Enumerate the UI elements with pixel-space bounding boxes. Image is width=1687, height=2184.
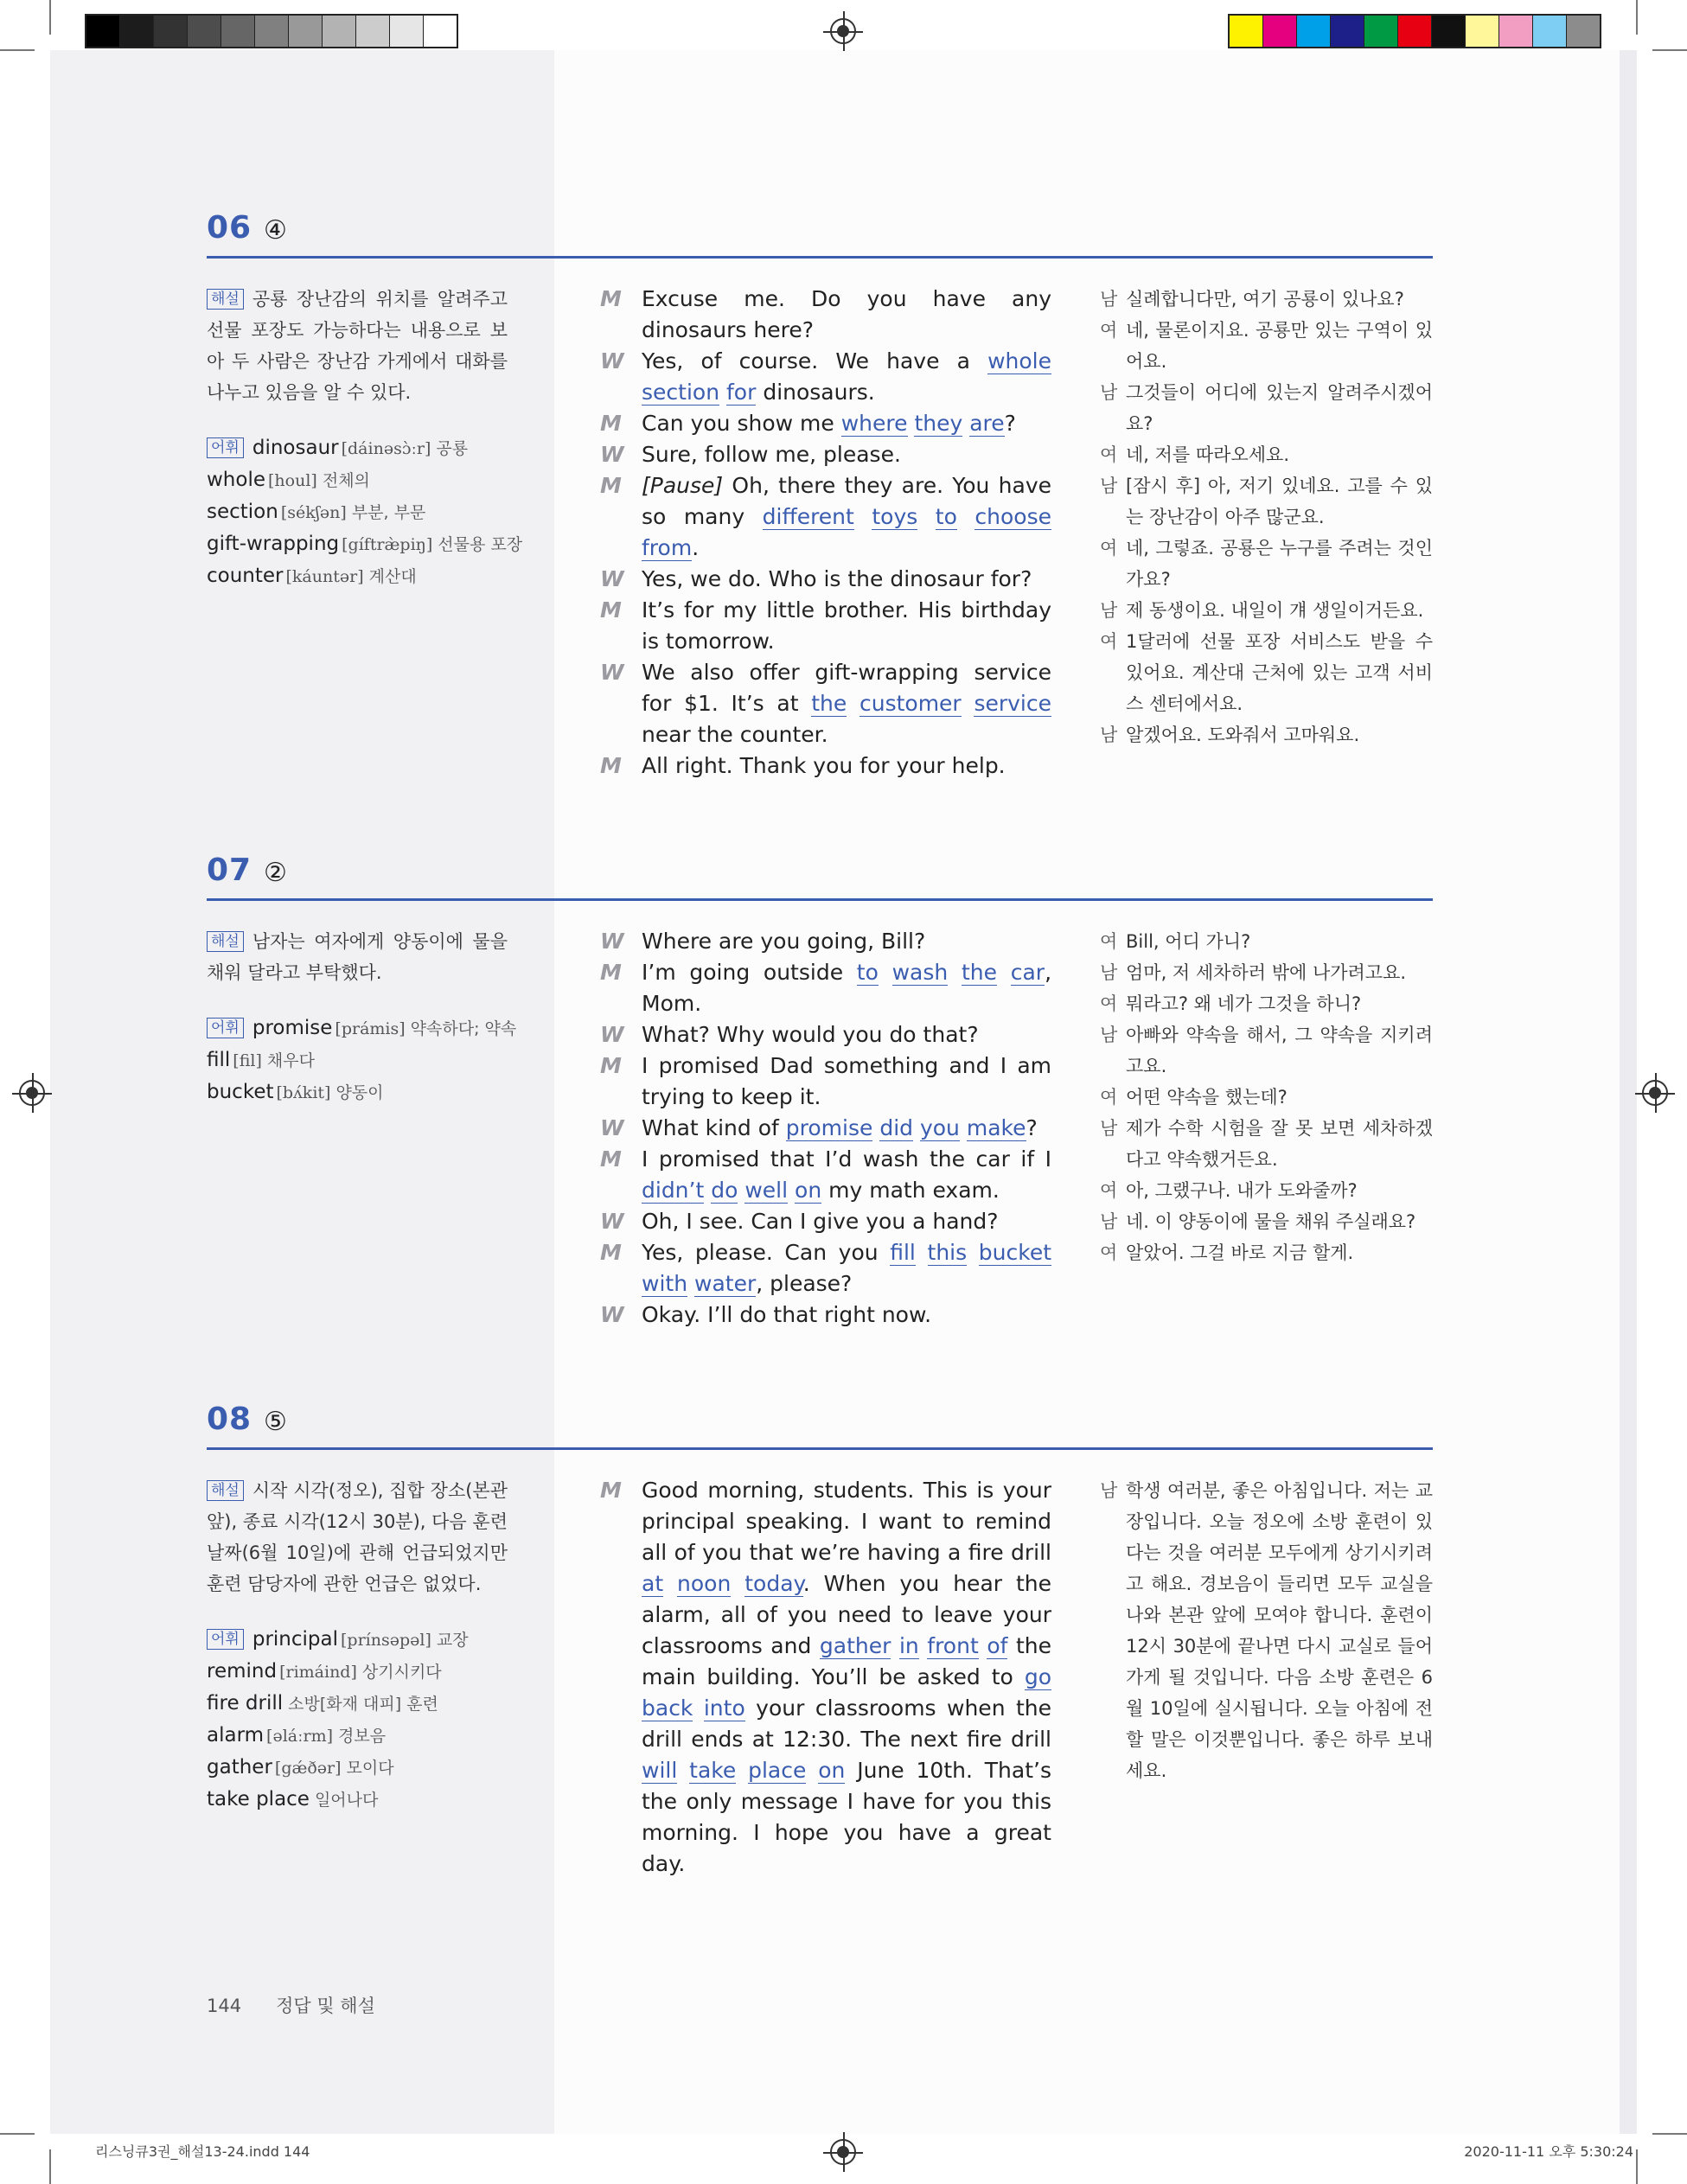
blank-answer: for <box>726 380 757 405</box>
vocab-tag: 어휘 <box>207 437 244 458</box>
translation-line <box>1100 315 1433 377</box>
korean-translation <box>1100 926 1433 1268</box>
translation-text: 네, 저를 따라오세요. <box>1126 444 1289 465</box>
translation-line <box>1100 957 1433 988</box>
explanation-tag: 해설 <box>207 1480 244 1501</box>
blank-answer: in <box>898 1633 919 1658</box>
script-text: Yes, we do. Who is the dinosaur for? <box>642 566 1032 591</box>
blank-answer: wash <box>891 960 949 985</box>
translation-line <box>1100 719 1433 750</box>
translation-text: Bill, 어디 가니? <box>1126 931 1251 952</box>
color-swatch <box>1364 16 1398 47</box>
blank-answer: today <box>744 1571 803 1596</box>
dialogue-script <box>600 926 1051 1331</box>
vocab-meaning: 소방[화재 대피] 훈련 <box>288 1695 438 1714</box>
blank-answer: into <box>703 1695 745 1721</box>
script-line <box>600 750 1051 782</box>
vocab-word: bucket <box>207 1081 274 1103</box>
translation-line <box>1100 1082 1433 1113</box>
vocab-meaning: 교장 <box>436 1631 469 1650</box>
script-line <box>600 1019 1051 1050</box>
blank-answer: are <box>969 411 1005 436</box>
speaker-label: 남 <box>1100 1211 1118 1232</box>
blank-answer: whole <box>987 348 1051 374</box>
explanation-text: 시작 시각(정오), 집합 장소(본관 앞), 종료 시각(12시 30분), 다음 훈련 날짜(6월 10일)에 관해 언급되었지만 훈련 담당자에 관한 언급은 없었다. <box>207 1480 508 1594</box>
right-bleed <box>1620 50 1637 2134</box>
script-line <box>600 408 1051 439</box>
script-line <box>600 957 1051 1019</box>
script-line <box>600 564 1051 595</box>
blank-answer: bucket <box>978 1240 1052 1265</box>
blank-answer: water <box>694 1271 757 1296</box>
script-text: Can you show me where they are? <box>642 411 1016 436</box>
translation-line <box>1100 1475 1433 1786</box>
vocab-tag: 어휘 <box>207 1018 244 1038</box>
script-line <box>600 346 1051 408</box>
translation-line <box>1100 1019 1433 1082</box>
speaker-label: 남 <box>1100 600 1118 621</box>
color-swatch <box>323 16 356 47</box>
blank-answer: fill <box>890 1240 916 1265</box>
speaker-label: M <box>600 411 622 436</box>
speaker-label: M <box>600 1053 622 1078</box>
blank-answer: from <box>642 535 693 560</box>
script-line <box>600 595 1051 657</box>
registration-mark-icon <box>1642 1080 1668 1106</box>
script-text: Oh, I see. Can I give you a hand? <box>642 1209 999 1234</box>
color-swatch <box>356 16 390 47</box>
blank-answer: section <box>642 380 720 405</box>
vocab-meaning: 일어나다 <box>314 1791 379 1810</box>
speaker-label: 남 <box>1100 476 1118 496</box>
vocab-meaning: 채우다 <box>266 1051 315 1070</box>
question-header <box>207 204 1433 259</box>
translation-text: 네, 물론이지요. 공룡만 있는 구역이 있어요. <box>1126 320 1433 372</box>
vocab-tag: 어휘 <box>207 1629 244 1650</box>
vocab-item <box>207 1624 508 1656</box>
translation-text: 뭐라고? 왜 네가 그것을 하니? <box>1126 993 1362 1014</box>
vocab-word: remind <box>207 1660 278 1683</box>
blank-answer: make <box>966 1115 1026 1140</box>
color-swatch <box>1263 16 1297 47</box>
translation-text: 엄마, 저 세차하러 밖에 나가려고요. <box>1126 962 1407 983</box>
blank-answer: to <box>856 960 879 985</box>
vocab-pronunciation: [houl] <box>268 471 317 490</box>
script-text: Yes, please. Can you fill this bucket with water, please? <box>642 1240 1052 1296</box>
crop-mark <box>1652 49 1687 51</box>
registration-mark-icon <box>830 2139 856 2165</box>
speaker-label: W <box>600 1209 624 1234</box>
blank-answer: front <box>927 1633 979 1658</box>
script-line <box>600 1113 1051 1144</box>
speaker-label: W <box>600 348 624 374</box>
script-text: What? Why would you do that? <box>642 1022 979 1047</box>
answer-choice: ④ <box>264 215 287 246</box>
script-text: [Pause] Oh, there they are. You have so many different toys to choose from. <box>642 473 1052 560</box>
vocab-meaning: 전체의 <box>322 471 370 490</box>
speaker-label: 남 <box>1100 725 1118 745</box>
blank-answer: take <box>689 1758 737 1783</box>
crop-mark <box>49 0 51 35</box>
vocab-item <box>207 432 508 464</box>
crop-mark <box>0 2133 35 2135</box>
script-line <box>600 1206 1051 1237</box>
speaker-label: M <box>600 1478 622 1503</box>
blank-answer: where <box>840 411 908 436</box>
vocab-meaning: 계산대 <box>368 567 417 586</box>
vocab-word: fire drill <box>207 1692 284 1715</box>
color-swatch <box>289 16 323 47</box>
speaker-label: 남 <box>1100 1480 1118 1501</box>
blank-answer: promise <box>785 1115 873 1140</box>
color-swatch <box>255 16 289 47</box>
vocab-item <box>207 560 508 592</box>
vocab-word: take place <box>207 1788 310 1810</box>
vocab-meaning: 약속하다; 약속 <box>410 1019 517 1038</box>
dialogue-script <box>600 284 1051 782</box>
speaker-label: 여 <box>1100 1242 1118 1263</box>
vocab-meaning: 경보음 <box>338 1727 387 1746</box>
blank-answer: noon <box>677 1571 732 1596</box>
color-swatch <box>221 16 255 47</box>
vocab-pronunciation: [káuntər] <box>285 567 364 586</box>
script-text: What kind of promise did you make? <box>642 1115 1038 1140</box>
color-swatch <box>120 16 154 47</box>
script-text: Excuse me. Do you have any dinosaurs here? <box>642 286 1051 342</box>
blank-answer: will <box>642 1758 678 1783</box>
script-line <box>600 1050 1051 1113</box>
script-text: Yes, of course. We have a whole section for dinosaurs. <box>642 348 1051 405</box>
speaker-label: 여 <box>1100 538 1118 559</box>
speaker-label: W <box>600 660 624 685</box>
color-swatch <box>1432 16 1466 47</box>
page-number: 144 <box>207 1996 242 2016</box>
blank-answer: well <box>744 1178 789 1203</box>
explanation-block <box>207 284 523 592</box>
blank-answer: the <box>811 691 847 716</box>
crop-mark <box>49 2149 51 2184</box>
blank-answer: to <box>935 504 957 529</box>
translation-text: 실례합니다만, 여기 공룡이 있나요? <box>1126 289 1404 310</box>
color-swatch <box>154 16 188 47</box>
translation-text: 아빠와 약속을 해서, 그 약속을 지키려고요. <box>1126 1025 1433 1076</box>
translation-line <box>1100 626 1433 719</box>
vocab-word: gift-wrapping <box>207 533 340 555</box>
crop-mark <box>1652 2133 1687 2135</box>
translation-text: 학생 여러분, 좋은 아침입니다. 저는 교장입니다. 오늘 정오에 소방 훈련이 있다는 것을 여러분 모두에게 상기시키려고 해요. 경보음이 들리면 모두 교실을 나와 본관 앞에 모여야 합니다. 훈련이 12시 30분에 끝나면 다시 교실로 들어가게 될 것입니다. 다음 소방 훈련은 6월 10일에 실시됩니다. 오늘 아침에 전할 말은 이것뿐입니다. 좋은 하루 보내세요. <box>1126 1480 1433 1781</box>
script-text: All right. Thank you for your help. <box>642 753 1006 778</box>
question-number: 06 <box>207 210 252 246</box>
question-header <box>207 1395 1433 1450</box>
answer-choice: ⑤ <box>264 1407 287 1437</box>
translation-text: 그것들이 어디에 있는지 알려주시겠어요? <box>1126 382 1433 434</box>
blank-answer: didn’t <box>642 1178 705 1203</box>
speaker-label: W <box>600 929 624 954</box>
speaker-label: 여 <box>1100 1087 1118 1108</box>
page-footer <box>207 1992 410 2018</box>
vocab-item <box>207 496 508 528</box>
speaker-label: M <box>600 960 622 985</box>
vocab-pronunciation: [fil] <box>233 1051 262 1070</box>
script-text: We also offer gift-wrapping service for $1. It’s at the customer service near the counter. <box>642 660 1051 747</box>
vocab-pronunciation: [bʌ́kit] <box>276 1083 331 1102</box>
color-calibration-strip <box>1228 14 1601 48</box>
gray-calibration-strip <box>85 14 458 48</box>
translation-text: 어떤 약속을 했는데? <box>1126 1087 1288 1108</box>
vocab-meaning: 공룡 <box>436 439 469 458</box>
color-swatch <box>1230 16 1263 47</box>
korean-translation <box>1100 1475 1433 1786</box>
crop-mark <box>1636 2149 1638 2184</box>
vocab-meaning: 선물용 포장 <box>438 535 523 554</box>
script-line <box>600 657 1051 750</box>
question-header <box>207 846 1433 901</box>
blank-answer: different <box>762 504 854 529</box>
explanation-text: 공룡 장난감의 위치를 알려주고 선물 포장도 가능하다는 내용으로 보아 두 사람은 장난감 가게에서 대화를 나누고 있음을 알 수 있다. <box>207 289 508 403</box>
speaker-label: 여 <box>1100 1180 1118 1201</box>
dialogue-script <box>600 1475 1051 1880</box>
explanation-tag: 해설 <box>207 931 244 952</box>
translation-line <box>1100 595 1433 626</box>
vocab-item <box>207 1752 508 1784</box>
speaker-label: 남 <box>1100 289 1118 310</box>
slug-file-info: 리스닝큐3권_해설13-24.indd 144 <box>95 2143 310 2160</box>
blank-answer: with <box>642 1271 688 1296</box>
speaker-label: 남 <box>1100 1118 1118 1139</box>
speaker-label: 여 <box>1100 444 1118 465</box>
blank-answer: at <box>642 1571 664 1596</box>
translation-line <box>1100 470 1433 533</box>
translation-line <box>1100 377 1433 439</box>
vocab-item <box>207 1688 508 1720</box>
vocab-item <box>207 1012 517 1044</box>
explanation-block <box>207 926 517 1108</box>
vocab-item <box>207 1720 508 1752</box>
vocab-meaning: 양동이 <box>335 1083 384 1102</box>
speaker-label: 남 <box>1100 962 1118 983</box>
script-line <box>600 1144 1051 1206</box>
color-swatch <box>424 16 457 47</box>
vocab-meaning: 모이다 <box>346 1759 394 1778</box>
vocab-pronunciation: [prínsəpəl] <box>341 1631 431 1650</box>
blank-answer: of <box>987 1633 1008 1658</box>
vocab-word: counter <box>207 565 284 587</box>
question-number: 07 <box>207 853 252 888</box>
vocab-pronunciation: [rimáind] <box>279 1663 357 1682</box>
translation-line <box>1100 1206 1433 1237</box>
blank-answer: did <box>879 1115 914 1140</box>
blank-answer: choose <box>974 504 1052 529</box>
speaker-label: 남 <box>1100 1025 1118 1045</box>
color-swatch <box>1499 16 1533 47</box>
vocab-word: whole <box>207 469 266 491</box>
script-line <box>600 1300 1051 1331</box>
color-swatch <box>86 16 120 47</box>
color-swatch <box>1567 16 1600 47</box>
vocab-pronunciation: [gíftræ̀piŋ] <box>342 535 433 554</box>
color-swatch <box>1297 16 1331 47</box>
script-text: Okay. I’ll do that right now. <box>642 1302 932 1327</box>
registration-mark-icon <box>830 18 856 44</box>
blank-answer: this <box>927 1240 968 1265</box>
vocab-item <box>207 1044 508 1076</box>
speaker-label: M <box>600 1146 622 1172</box>
color-swatch <box>188 16 221 47</box>
crop-mark <box>1636 0 1638 35</box>
speaker-label: M <box>600 1240 622 1265</box>
vocab-meaning: 부분, 부문 <box>351 503 426 522</box>
blank-answer: go <box>1024 1664 1051 1689</box>
vocab-word: fill <box>207 1049 231 1071</box>
translation-text: 네, 그렇죠. 공룡은 누구를 주려는 것인가요? <box>1126 538 1433 590</box>
vocab-pronunciation: [əláːrm] <box>266 1727 334 1746</box>
script-line <box>600 926 1051 957</box>
translation-text: [잠시 후] 아, 저기 있네요. 고를 수 있는 장난감이 아주 많군요. <box>1126 476 1433 527</box>
vocabulary-list <box>207 432 523 592</box>
color-swatch <box>1533 16 1567 47</box>
speaker-label: 남 <box>1100 382 1118 403</box>
vocab-pronunciation: [gǽðər] <box>274 1759 342 1778</box>
vocab-word: gather <box>207 1756 272 1778</box>
blank-answer: the <box>961 960 997 985</box>
vocab-pronunciation: [dáinəsɔ̀ːr] <box>341 439 431 458</box>
vocab-word: promise <box>252 1017 333 1039</box>
answer-choice: ② <box>264 858 287 888</box>
blank-answer: place <box>748 1758 807 1783</box>
translation-text: 알겠어요. 도와줘서 고마워요. <box>1126 725 1360 745</box>
script-text: I promised that I’d wash the car if I didn’t do well on my math exam. <box>642 1146 1051 1203</box>
color-swatch <box>390 16 424 47</box>
script-line <box>600 439 1051 470</box>
crop-mark <box>0 49 35 51</box>
vocab-item <box>207 1076 508 1108</box>
vocab-word: section <box>207 501 278 523</box>
blank-answer: you <box>919 1115 960 1140</box>
script-line <box>600 1237 1051 1300</box>
vocab-item <box>207 1784 508 1816</box>
script-line <box>600 284 1051 346</box>
speaker-label: 여 <box>1100 320 1118 341</box>
speaker-label: W <box>600 1115 624 1140</box>
translation-line <box>1100 284 1433 315</box>
blank-answer: they <box>914 411 963 436</box>
script-text: Sure, follow me, please. <box>642 442 901 467</box>
speaker-label: W <box>600 1302 624 1327</box>
translation-line <box>1100 1175 1433 1206</box>
vocab-item <box>207 1656 508 1688</box>
speaker-label: W <box>600 442 624 467</box>
translation-text: 제 동생이요. 내일이 걔 생일이거든요. <box>1126 600 1424 621</box>
blank-answer: customer <box>859 691 962 716</box>
blank-answer: toys <box>872 504 918 529</box>
vocab-pronunciation: [sékʃən] <box>280 503 347 522</box>
color-swatch <box>1466 16 1499 47</box>
speaker-label: M <box>600 753 622 778</box>
vocab-word: principal <box>252 1628 339 1651</box>
question-number: 08 <box>207 1402 252 1437</box>
speaker-label: W <box>600 1022 624 1047</box>
blank-answer: do <box>711 1178 738 1203</box>
color-swatch <box>1331 16 1364 47</box>
speaker-label: 여 <box>1100 931 1118 952</box>
explanation-tag: 해설 <box>207 289 244 310</box>
translation-text: 제가 수학 시험을 잘 못 보면 세차하겠다고 약속했거든요. <box>1126 1118 1433 1170</box>
blank-answer: on <box>818 1758 846 1783</box>
blank-answer: back <box>642 1695 693 1721</box>
vocabulary-list <box>207 1624 508 1816</box>
vocab-item <box>207 464 508 496</box>
explanation-block <box>207 1475 508 1816</box>
translation-line <box>1100 1237 1433 1268</box>
korean-translation <box>1100 284 1433 750</box>
speaker-label: M <box>600 286 622 311</box>
translation-line <box>1100 926 1433 957</box>
vocab-item <box>207 528 523 560</box>
script-text: Good morning, students. This is your principal speaking. I want to remind all of you that we’re having a fire drill at noon today. When you hear the alarm, all of you need to leave your classrooms and gather in front of the main building. You’ll be asked to go back into your classrooms when the drill ends at 12:30. The next fire drill will take place on June 10th. That’s the only message I have for you this morning. I hope you have a great day. <box>642 1478 1051 1876</box>
vocab-word: dinosaur <box>252 437 339 459</box>
stage-direction: [Pause] <box>642 473 724 498</box>
explanation-text: 남자는 여자에게 양동이에 물을 채워 달라고 부탁했다. <box>207 931 508 983</box>
speaker-label: 여 <box>1100 993 1118 1014</box>
vocabulary-list <box>207 1012 517 1108</box>
section-title: 정답 및 해설 <box>276 1996 375 2016</box>
speaker-label: 여 <box>1100 631 1118 652</box>
translation-text: 1달러에 선물 포장 서비스도 받을 수 있어요. 계산대 근처에 있는 고객 서비스 센터에서요. <box>1126 631 1433 714</box>
translation-text: 네. 이 양동이에 물을 채워 주실래요? <box>1126 1211 1416 1232</box>
translation-line <box>1100 533 1433 595</box>
speaker-label: W <box>600 566 624 591</box>
registration-mark-icon <box>19 1080 45 1106</box>
vocab-pronunciation: [prámis] <box>335 1019 406 1038</box>
slug-timestamp: 2020-11-11 오후 5:30:24 <box>1464 2143 1633 2160</box>
vocab-word: alarm <box>207 1724 265 1747</box>
script-text: Where are you going, Bill? <box>642 929 926 954</box>
blank-answer: gather <box>819 1633 891 1658</box>
vocab-meaning: 상기시키다 <box>361 1663 442 1682</box>
script-line <box>600 470 1051 564</box>
script-line <box>600 1475 1051 1880</box>
translation-text: 알았어. 그걸 바로 지금 할게. <box>1126 1242 1354 1263</box>
blank-answer: car <box>1010 960 1045 985</box>
script-text: It’s for my little brother. His birthday is tomorrow. <box>642 597 1051 654</box>
translation-line <box>1100 988 1433 1019</box>
speaker-label: M <box>600 473 622 498</box>
blank-answer: service <box>974 691 1051 716</box>
speaker-label: M <box>600 597 622 623</box>
blank-answer: on <box>795 1178 822 1203</box>
translation-line <box>1100 439 1433 470</box>
translation-text: 아, 그랬구나. 내가 도와줄까? <box>1126 1180 1358 1201</box>
script-text: I’m going outside to wash the car, Mom. <box>642 960 1052 1016</box>
script-text: I promised Dad something and I am trying to keep it. <box>642 1053 1051 1109</box>
color-swatch <box>1398 16 1432 47</box>
translation-line <box>1100 1113 1433 1175</box>
